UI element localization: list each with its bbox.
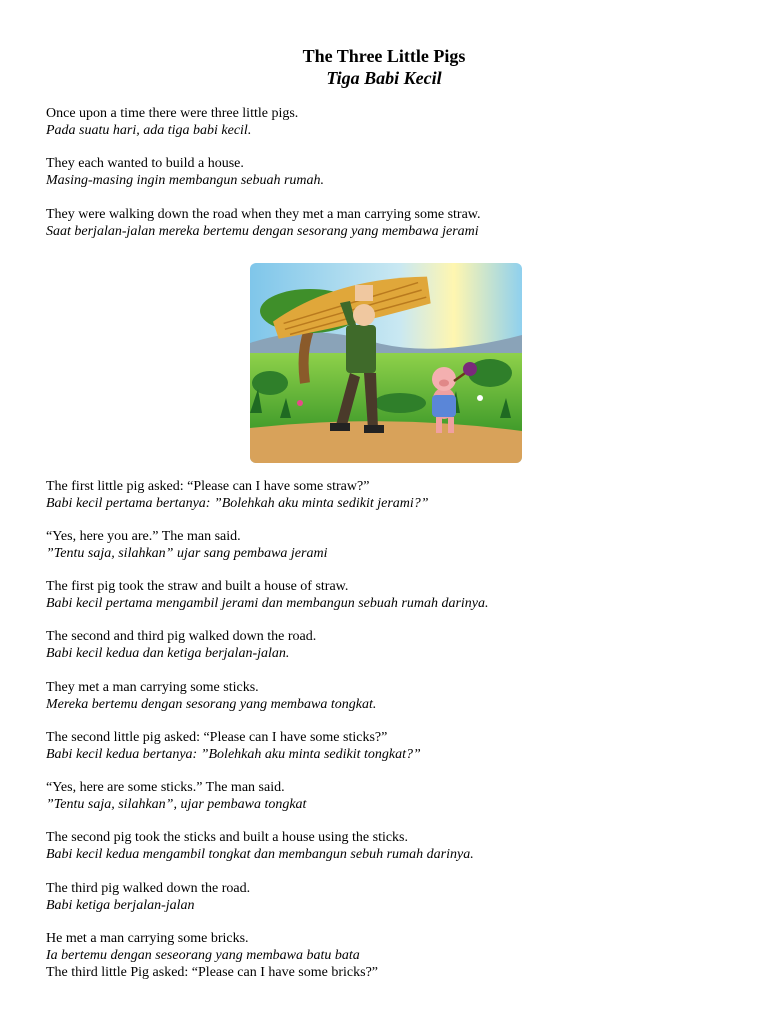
paragraph-indonesian: Babi ketiga berjalan-jalan <box>46 898 195 913</box>
paragraph-english: “Yes, here you are.” The man said. <box>46 529 241 544</box>
paragraph-indonesian: Babi kecil kedua bertanya: ”Bolehkah aku minta sedikit tongkat?” <box>46 747 421 762</box>
paragraph-3 <box>46 206 746 240</box>
paragraph-indonesian: Babi kecil pertama bertanya: ”Bolehkah aku minta sedikit jerami?” <box>46 496 429 511</box>
paragraph-english: He met a man carrying some bricks. <box>46 931 249 946</box>
paragraph-indonesian: Saat berjalan-jalan mereka bertemu dengan sesorang yang membawa jerami <box>46 224 479 239</box>
story-illustration <box>250 263 522 463</box>
paragraph-indonesian: ”Tentu saja, silahkan” ujar sang pembawa jerami <box>46 546 328 561</box>
paragraph-5 <box>46 528 746 562</box>
paragraph-english: The second little pig asked: “Please can I have some sticks?” <box>46 730 388 745</box>
paragraph-english: They met a man carrying some sticks. <box>46 680 259 695</box>
paragraph-indonesian: Babi kecil kedua mengambil tongkat dan membangun sebuh rumah darinya. <box>46 847 474 862</box>
paragraph-indonesian: ”Tentu saja, silahkan”, ujar pembawa tongkat <box>46 797 307 812</box>
paragraph-english: “Yes, here are some sticks.” The man said. <box>46 780 285 795</box>
paragraph-7 <box>46 628 746 662</box>
paragraph-english: Once upon a time there were three little pigs. <box>46 106 299 121</box>
paragraph-9 <box>46 729 746 763</box>
paragraph-indonesian: Mereka bertemu dengan sesorang yang membawa tongkat. <box>46 697 377 712</box>
paragraph-english-continued: The third little Pig asked: “Please can I have some bricks?” <box>46 965 379 980</box>
paragraph-13 <box>46 930 746 981</box>
paragraph-4 <box>46 478 746 512</box>
paragraph-11 <box>46 829 746 863</box>
paragraph-english: The first pig took the straw and built a house of straw. <box>46 579 349 594</box>
paragraph-english: The second and third pig walked down the road. <box>46 629 317 644</box>
paragraph-indonesian: Masing-masing ingin membangun sebuah rumah. <box>46 173 325 188</box>
paragraph-english: They each wanted to build a house. <box>46 156 244 171</box>
paragraph-english: They were walking down the road when they met a man carrying some straw. <box>46 207 481 222</box>
paragraph-8 <box>46 679 746 713</box>
paragraph-1 <box>46 105 746 139</box>
paragraph-indonesian: Babi kecil pertama mengambil jerami dan membangun sebuah rumah darinya. <box>46 596 489 611</box>
paragraph-6 <box>46 578 746 612</box>
paragraph-indonesian: Pada suatu hari, ada tiga babi kecil. <box>46 123 252 138</box>
paragraph-10 <box>46 779 746 813</box>
paragraph-indonesian: Babi kecil kedua dan ketiga berjalan-jalan. <box>46 646 290 661</box>
paragraph-english: The third pig walked down the road. <box>46 881 251 896</box>
paragraph-english: The second pig took the sticks and built a house using the sticks. <box>46 830 409 845</box>
page-subtitle: Tiga Babi Kecil <box>326 68 442 88</box>
paragraph-12 <box>46 880 746 914</box>
paragraph-english: The first little pig asked: “Please can I have some straw?” <box>46 479 370 494</box>
paragraph-2 <box>46 155 746 189</box>
page-title: The Three Little Pigs <box>302 46 466 66</box>
paragraph-indonesian: Ia bertemu dengan seseorang yang membawa batu bata <box>46 948 360 963</box>
